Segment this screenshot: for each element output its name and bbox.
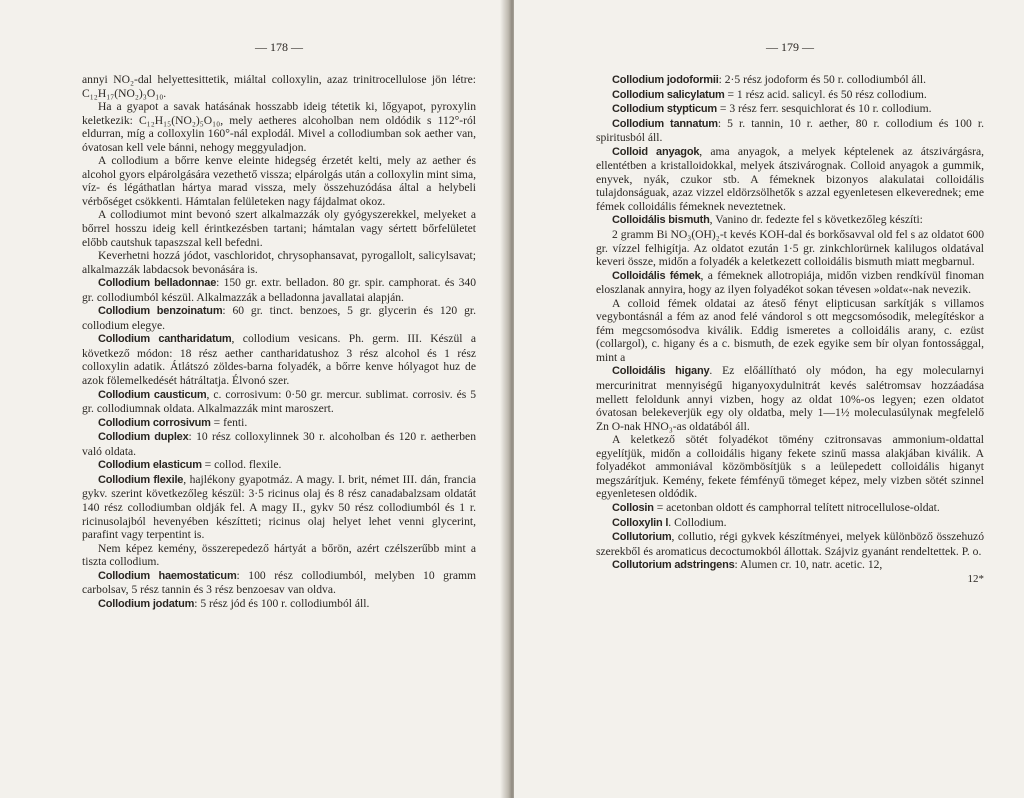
paragraph: Colloxylin l. Collodium. (612, 515, 727, 529)
entry-headword: Colloid anyagok (612, 145, 700, 158)
entry-headword: Collodium cantharidatum (98, 333, 232, 346)
paragraph: Collosin = acetonban oldott és camphorral telített nitrocellulose-oldat. (612, 500, 940, 514)
paragraph: Nem képez kemény, összerepedező hártyát a bőrön, azért czélszerűbb mint a tiszta collodium. (82, 541, 476, 569)
paragraph: Collodium causticum, c. corrosivum: 0·50 gr. mercur. sublimat. corrosiv. és 5 gr. collodiumnak oldata. Alkalmazzák mint maroszert. (82, 387, 477, 416)
paragraph: 2 gramm Bi NO₃(OH)₂-t kevés KOH-dal és borkősavval old fel s az oldatot 600 gr. vízzel felhigítja. Az oldatot ezután 1·5 gr. zinkchlorürnek kalilugos oldatával keveri össze, midőn a folyadék a keletkezett colloidális bismuth miatt megbarnul. (596, 228, 984, 269)
paragraph: Ha a gyapot a savak hatásának hosszabb ideig tétetik ki, lőgyapot, pyroxylin keletkezik: C₁₂H₁₅(NO₂)₅O₁₀, mely aetheres alcoholban nem oldódik s 112°-ról eldurran, míg a colloxylin 160°-nál explodál. Mivel a collodiumban sok aether van, óvatosan kell vele bánni, nehogy meggyuladjon. (82, 100, 476, 154)
left-page (0, 0, 510, 798)
paragraph: Collodium salicylatum = 1 rész acid. salicyl. és 50 rész collodium. (612, 87, 927, 101)
page-number: — 179 — (766, 40, 814, 54)
paragraph: Collodium jodatum: 5 rész jód és 100 r. collodiumból áll. (98, 596, 370, 610)
entry-headword: Collodium causticum (98, 388, 207, 401)
page-text (596, 73, 984, 586)
paragraph: A collodium a bőrre kenve eleinte hidegség érzetét kelti, mely az aether és alcohol gyors elpárolgására vezethető vissza; elpárolgás után a colloxylin mint sima, víz- és légáthatlan hártya marad vissza, mely összehuzódása által a helybeli vérbőséget csökkenti. Hámtalan felületeken nagy fájdalmat okoz. (82, 154, 476, 208)
paragraph: Keverhetni hozzá jódot, vaschloridot, chrysophansavat, pyrogallolt, salicylsavat; alkalmazzák labdacsok bevonására is. (82, 249, 476, 276)
paragraph: Collodium corrosivum = fenti. (98, 415, 248, 429)
entry-headword: Collodium flexile (98, 473, 184, 486)
entry-headword: Colloxylin l (612, 516, 669, 529)
paragraph: Collodium duplex: 10 rész colloxylinnek 30 r. alcoholban és 120 r. aetherben való oldata. (82, 430, 476, 458)
entry-headword: Collodium corrosivum (98, 416, 211, 429)
entry-headword: Collutorium (612, 531, 672, 544)
entry-headword: Collodium elasticum (98, 459, 202, 472)
entry-headword: Collodium haemostaticum (98, 569, 237, 582)
paragraph: annyi NO₂-dal helyettesittetik, miáltal colloxylin, azaz trinitrocellulose jön létre: C₁₂H₁₇(NO₂)₃O₁₀. (82, 73, 476, 100)
right-page (514, 0, 1024, 798)
paragraph: Colloidális bismuth, Vanino dr. fedezte fel s következőleg készíti: (612, 213, 923, 227)
paragraph: Colloid anyagok, ama anyagok, a melyek képtelenek az átszivárgásra, ellentétben a kristalloidokkal, melyek átszivárognak. Colloid anyagok a gummik, enyvek, nyák, czukor stb. A fémeknek bizonyos alakulatai colloidális tulajdonságuak, azaz vizzel eldörzsölhetők s azzal egyenletesen elkeverednek; eme fémek colloidális fémeknek neveztetnek. (596, 144, 984, 213)
entry-headword: Collodium salicylatum (612, 88, 725, 101)
paragraph: Collodium stypticum = 3 rész ferr. sesquichlorat és 10 r. collodium. (612, 102, 932, 116)
paragraph: Collodium benzoinatum: 60 gr. tinct. benzoes, 5 gr. glycerin és 120 gr. collodium elegye. (82, 304, 476, 332)
paragraph: Collodium haemostaticum: 100 rész collodiumból, melyben 10 gramm carbolsav, 5 rész tannin és 3 rész benzoesav van oldva. (82, 568, 477, 597)
signature-mark: 12* (967, 572, 984, 585)
paragraph: Collodium tannatum: 5 r. tannin, 10 r. aether, 80 r. collodium és 100 r. spiritusból áll. (596, 116, 984, 145)
entry-headword: Collodium stypticum (612, 103, 717, 116)
paragraph: Collodium cantharidatum, collodium vesicans. Ph. germ. III. Készül a következő módon: 18 rész aether cantharidatushoz 3 rész alcohol és 1 rész colloxylin adatik. Átlátszó zöldes-barna folyadék, a bőrre kenve hólyagot huz de azok fölemelkedését hátráltatja. Élvonó szer. (82, 332, 476, 388)
entry-headword: Collodium belladonnae (98, 277, 217, 290)
page-number: — 178 — (255, 40, 303, 54)
entry-headword: Collutorium adstringens (612, 559, 735, 572)
paragraph: Collutorium, collutio, régi gykvek készítményei, melyek különböző összehuzó szerekből és aromaticus decoctumokból állottak. Szájviz gyanánt rendeltettek. P. o. (596, 530, 984, 558)
entry-headword: Colloidális higany (612, 365, 710, 378)
entry-headword: Collodium jodatum (98, 597, 195, 610)
paragraph: A colloid fémek oldatai az áteső fényt elipticusan sarkítják s villamos vegybontásnál a fém az anod felé vándorol s ott megcsomósodik, melegítéskor a fém megcsomósodva kiválik. Eddig ismeretes a colloidális arany, c. ezüst (collargol), c. higany és a c. bismuth, de ezek egyike sem bír olyan fontossággal, mint a (596, 296, 984, 364)
paragraph: A keletkező sötét folyadékot tömény czitronsavas ammonium-oldattal egyelítjük, midőn a colloidális higany fekete szinű massa alakjában kiválik. A folyadékot ammoniával közömbösítjük s a leülepedett colloidális higanyt megszárítjuk. Kemény, fekete fémfényű tömeget képez, mely vizben sötét szinnel egyenletesen oldódik. (596, 433, 984, 501)
entry-headword: Colloidális fémek (612, 269, 701, 282)
paragraph: Colloidális fémek, a fémeknek allotropiája, midőn vizben rendkívül finoman eloszlanak annyira, hogy az ilyen folyadékot sokan tévesen »oldat«-nak nevezik. (596, 268, 984, 297)
paragraph: A collodiumot mint bevonó szert alkalmazzák oly gyógyszerekkel, melyeket a bőrrel hosszu ideig kell érintkezésben tartani; hámtalan vagy sértett bőrfelületet előbb cautshuk tapaszszal kell befedni. (82, 208, 476, 249)
paragraph: Collodium elasticum = collod. flexile. (98, 458, 282, 472)
entry-headword: Colloidális bismuth (612, 214, 710, 227)
paragraph: Colloidális higany. Ez előállítható oly módon, ha egy molecularnyi mercurinitrat mennyiségű higanyoxydulnitrát kevés salétromsav hozzáadása mellett feloldunk annyi vizben, hogy az oldat 10%-os legyen; ezen oldatot óvatosan belekeverjük egy oly oldatba, mely 1—1½ moleculasúlynak megfelelő Zn O-nak HNO₃-as oldatából áll. (596, 364, 984, 433)
entry-headword: Collodium jodoformii (612, 74, 719, 86)
paragraph: Collodium jodoformii: 2·5 rész jodoform és 50 r. collodiumból áll. (612, 73, 926, 86)
entry-headword: Collosin (612, 501, 654, 514)
entry-headword: Collodium duplex (98, 431, 189, 444)
paragraph: Collodium flexile, hajlékony gyapotmáz. A magy. I. brit, német III. dán, francia gykv. szerint következőleg készül: 3·5 ricinus olaj és 8 rész canadabalzsam oldatát 140 rész collodiumban oldják fel. A magy II., gykv 50 rész collodiumból és 1 r. ricinusolajból hevenyében készítteti; ricinus olaj helyet lehet venni glycerint, parafint vagy terpentint is. (82, 472, 476, 542)
entry-headword: Collodium benzoinatum (98, 305, 223, 318)
paragraph: Collodium belladonnae: 150 gr. extr. belladon. 80 gr. spir. camphorat. és 340 gr. collodiumból készül. Alkalmazzák a belladonna javallatai alapján. (82, 276, 476, 304)
entry-headword: Collodium tannatum (612, 117, 718, 130)
paragraph: Collutorium adstringens: Alumen cr. 10, natr. acetic. 12, (612, 558, 883, 572)
page-text (82, 73, 476, 611)
